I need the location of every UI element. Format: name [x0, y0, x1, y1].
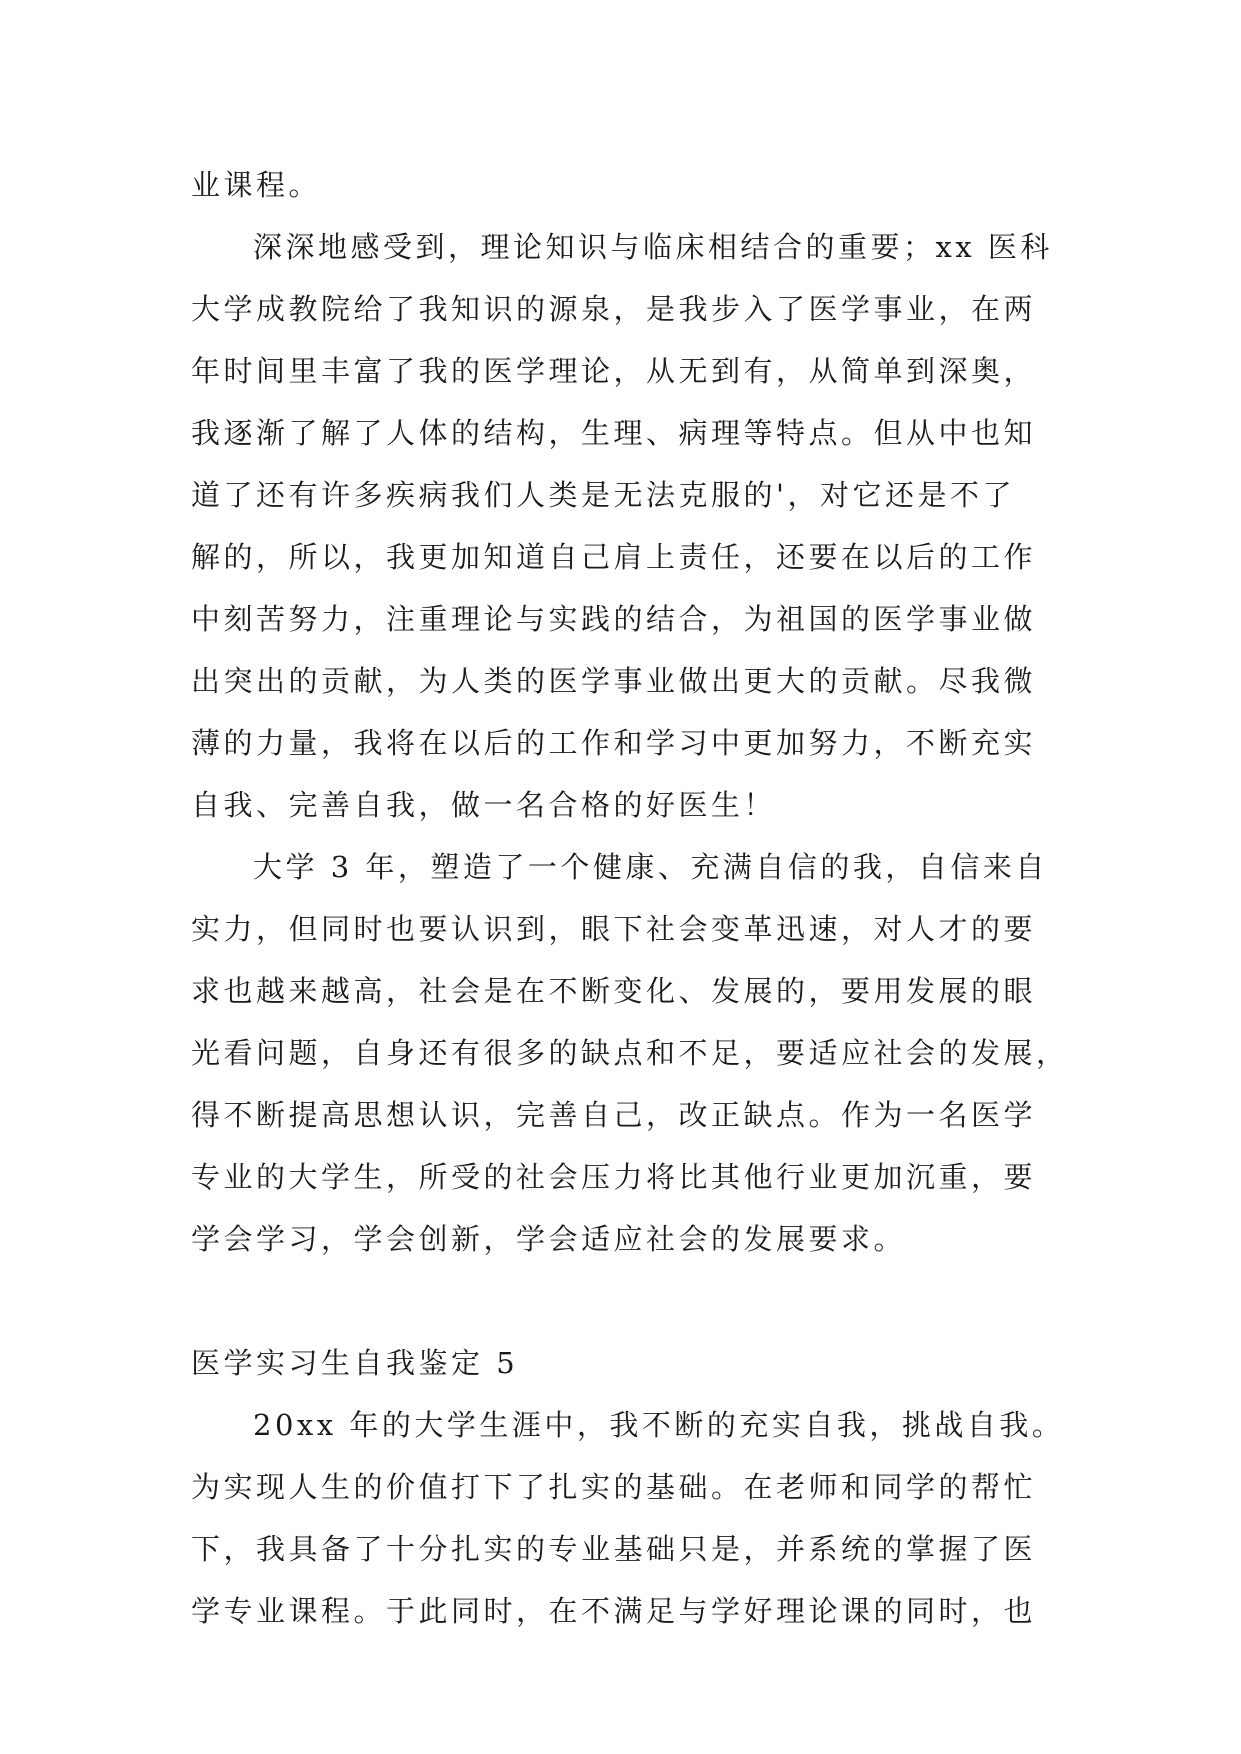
paragraph-line: 下，我具备了十分扎实的专业基础只是，并系统的掌握了医	[191, 1532, 1037, 1566]
paragraph-line: 年时间里丰富了我的医学理论，从无到有，从简单到深奥，	[191, 354, 1037, 388]
paragraph-line: 道了还有许多疾病我们人类是无法克服的'，对它还是不了	[191, 478, 1015, 512]
paragraph-line: 解的，所以，我更加知道自己肩上责任，还要在以后的工作	[191, 540, 1037, 574]
paragraph-line: 出突出的贡献，为人类的医学事业做出更大的贡献。尽我微	[191, 664, 1037, 698]
paragraph-line: 我逐渐了解了人体的结构，生理、病理等特点。但从中也知	[191, 416, 1037, 450]
paragraph-line: 为实现人生的价值打下了扎实的基础。在老师和同学的帮忙	[191, 1470, 1037, 1504]
paragraph-line: 20xx 年的大学生涯中，我不断的充实自我，挑战自我。	[253, 1408, 1065, 1442]
paragraph-line: 大学 3 年，塑造了一个健康、充满自信的我，自信来自	[253, 850, 1048, 884]
paragraph-line: 求也越来越高，社会是在不断变化、发展的，要用发展的眼	[191, 974, 1037, 1008]
section-heading: 医学实习生自我鉴定 5	[191, 1346, 519, 1380]
paragraph-line: 中刻苦努力，注重理论与实践的结合，为祖国的医学事业做	[191, 602, 1037, 636]
paragraph-line: 薄的力量，我将在以后的工作和学习中更加努力，不断充实	[191, 726, 1037, 760]
paragraph-line: 业课程。	[191, 168, 322, 202]
paragraph-line: 专业的大学生，所受的社会压力将比其他行业更加沉重，要	[191, 1160, 1037, 1194]
paragraph-line: 光看问题，自身还有很多的缺点和不足，要适应社会的发展，	[191, 1036, 1069, 1070]
paragraph-line: 学会学习，学会创新，学会适应社会的发展要求。	[191, 1222, 907, 1256]
paragraph-line: 深深地感受到，理论知识与临床相结合的重要；xx 医科	[253, 230, 1053, 264]
paragraph-line: 自我、完善自我，做一名合格的好医生！	[191, 788, 777, 822]
paragraph-line: 大学成教院给了我知识的源泉，是我步入了医学事业，在两	[191, 292, 1037, 326]
paragraph-line: 实力，但同时也要认识到，眼下社会变革迅速，对人才的要	[191, 912, 1037, 946]
paragraph-line: 得不断提高思想认识，完善自己，改正缺点。作为一名医学	[191, 1098, 1037, 1132]
paragraph-line: 学专业课程。于此同时，在不满足与学好理论课的同时，也	[191, 1594, 1037, 1628]
